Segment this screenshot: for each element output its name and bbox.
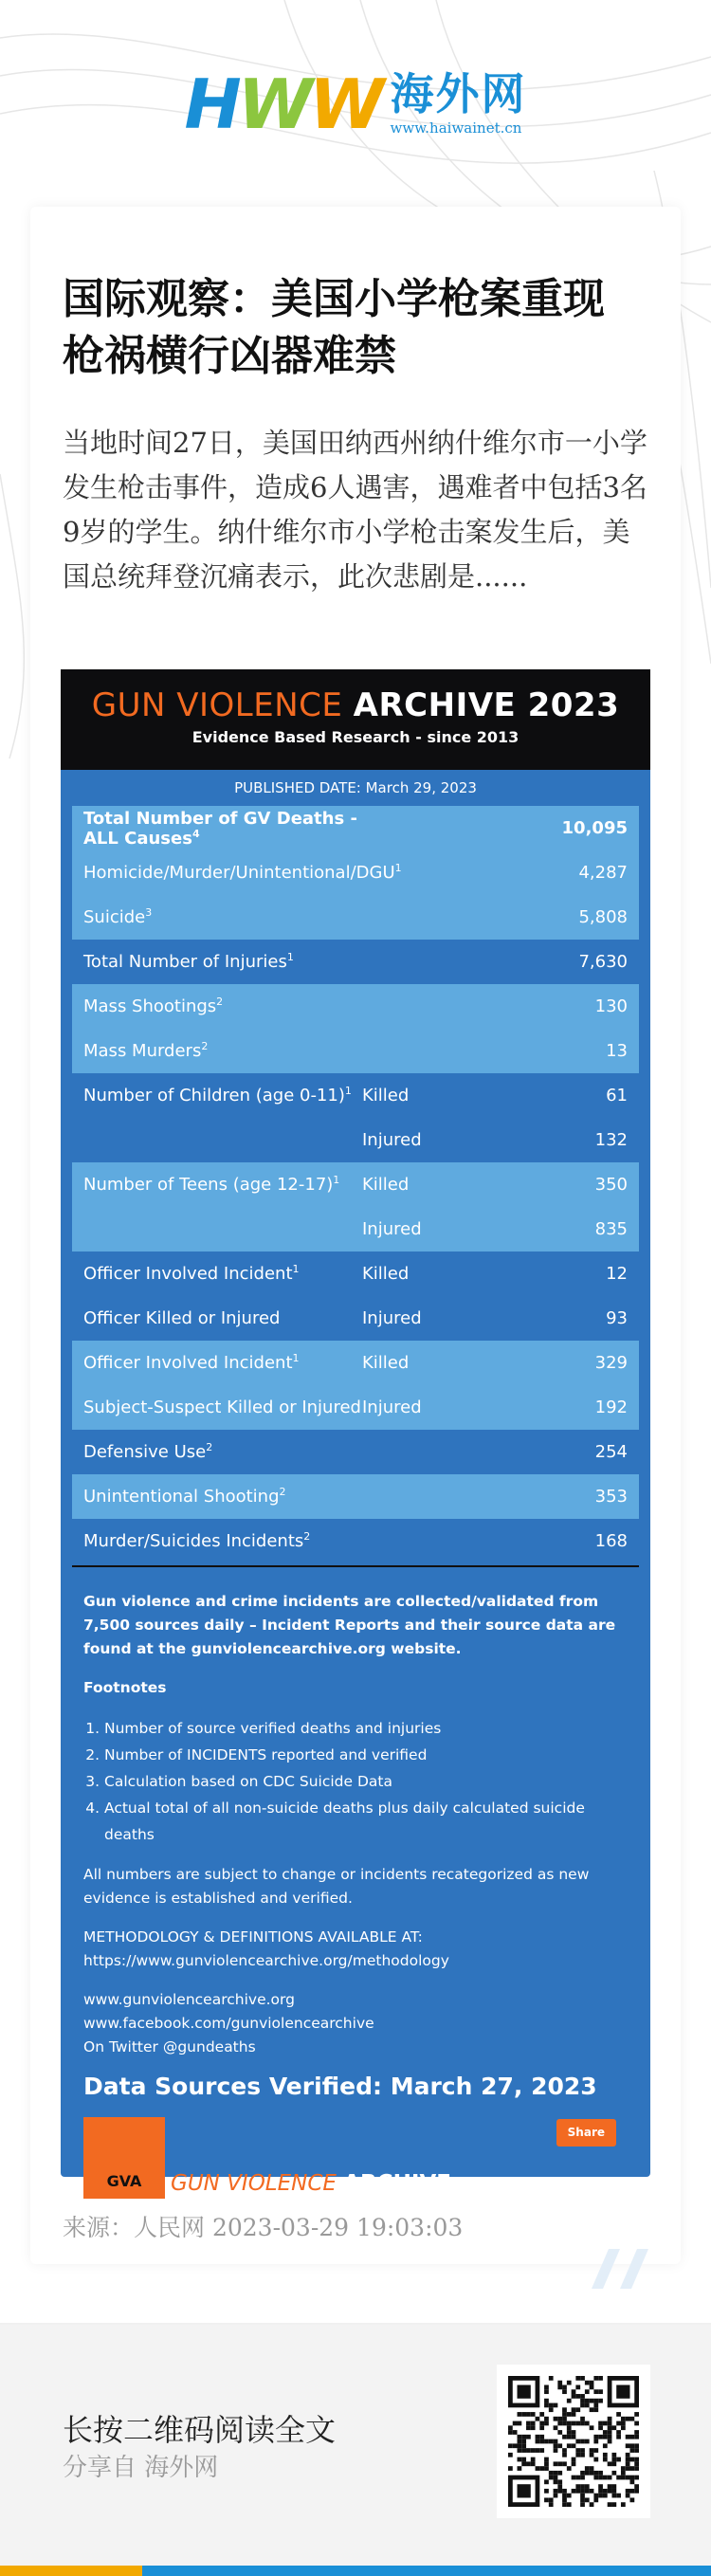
footnote-ref: 2 [303,1530,311,1543]
footnote-ref: 1 [333,1174,340,1186]
share-button[interactable]: Share [556,2119,616,2147]
footnotes-title: Footnotes [83,1679,167,1696]
stats-row-category: Killed [362,1086,410,1105]
stats-row-value: 4,287 [578,863,628,883]
stats-row [72,850,639,895]
stats-row-label [83,996,362,1016]
qr-label: 长按二维码阅读全文 [63,2412,337,2448]
stats-row-category: Killed [362,1175,410,1195]
article-title: 国际观察：美国小学枪案重现 枪祸横行凶器难禁 [63,275,605,380]
stats-row [72,1029,639,1073]
stats-row-label [83,907,362,927]
stats-row-label [83,1308,362,1328]
stats-row [72,1162,639,1207]
stats-row-label [83,1041,362,1061]
stats-row [72,1430,639,1474]
footnote-item: 3. Calculation based on CDC Suicide Data [104,1768,628,1795]
methodology [83,1926,628,1973]
footnote-ref: 1 [344,1085,352,1097]
stats-row-value: 192 [594,1398,628,1417]
footnote-item: 1. Number of source verified deaths and injuries [104,1715,628,1742]
gva-logo-box [83,2117,165,2199]
stats-row-label-text: Total Number of GV Deaths - ALL Causes [83,808,357,849]
stats-row-label [83,952,362,972]
footnote-ref: 1 [292,1352,300,1364]
stats-row-label-text: Defensive Use [83,1442,207,1462]
logo-letters [184,64,381,144]
footnote-ref: 2 [216,996,224,1008]
stats-row [72,984,639,1029]
stats-row-label [83,1264,362,1284]
stats-row-label-text: Homicide/Murder/Unintentional/DGU [83,863,395,883]
footnotes-list [83,1715,628,1848]
stats-row-label [83,1353,362,1373]
stats-row-value: 61 [606,1086,628,1105]
footnote-ref: 3 [145,906,153,919]
stats-table [72,806,639,1563]
logo-text [390,68,527,137]
stats-row-label-text: Mass Murders [83,1041,202,1061]
published-date: PUBLISHED DATE: March 29, 2023 [234,779,477,796]
stats-row-value: 93 [606,1308,628,1328]
stats-row-label-text: Suicide [83,907,146,927]
stats-row-label-text: Total Number of Injuries [83,952,287,972]
link-facebook: www.facebook.com/gunviolencearchive [83,2015,374,2032]
stats-row [72,1519,639,1563]
stats-row-value: 130 [594,996,628,1016]
gva-header [61,669,650,770]
logo-letter-w: W [237,64,310,144]
article-summary: 当地时间27日，美国田纳西州纳什维尔市一小学发生枪击事件，造成6人遇害，遇难者中包括3名9岁的学生。纳什维尔市小学枪击案发生后，美国总统拜登沉痛表示，此次悲剧是...... [63,427,647,593]
article-source: 来源：人民网 2023-03-29 19:03:03 [63,2214,464,2241]
gva-brand-title [61,686,650,724]
footnote-ref: 2 [206,1441,213,1453]
gva-footer-orange: GUN VIOLENCE [171,2171,337,2196]
stats-row-value: 132 [594,1130,628,1150]
qr-share-source: 分享自 海外网 [63,2454,219,2482]
logo-url: www.haiwainet.cn [390,119,522,137]
collected-note: Gun violence and crime incidents are collected/validated from 7,500 sources daily – Incident Reports and their source data are found at the gunviolencearchive.org website. [83,1593,616,1657]
footnote-item: 4. Actual total of all non-suicide deaths plus daily calculated suicide deaths [104,1795,628,1848]
stats-row-label-text: Officer Killed or Injured [83,1308,281,1328]
stats-row-value: 329 [594,1353,628,1373]
gva-copyright: © 2013-2023 [458,2180,536,2193]
stats-row-label [83,809,362,849]
footnote-ref: 1 [286,951,294,963]
stats-row-label-text: Number of Children (age 0-11) [83,1086,345,1105]
stats-row-value: 13 [606,1041,628,1061]
gva-infographic-image[interactable] [61,669,650,2196]
stats-row [72,1296,639,1341]
stats-row-value: 5,808 [578,907,628,927]
stats-row-label-text: Subject-Suspect Killed or Injured [83,1398,361,1417]
stats-row-category: Injured [362,1130,422,1150]
stats-row [72,806,639,850]
stats-row-category: Injured [362,1398,422,1417]
stats-row [72,895,639,940]
stats-row-label-text: Number of Teens (age 12-17) [83,1175,334,1195]
stats-row-value: 254 [594,1442,628,1462]
footnote-item: 2. Number of INCIDENTS reported and verified [104,1742,628,1768]
qr-code-icon [508,2376,639,2507]
gva-footer [83,2117,628,2212]
stats-row-label-text: Officer Involved Incident [83,1353,293,1373]
stats-row-label [83,1531,362,1551]
qr-code[interactable] [497,2365,650,2518]
stats-row-label-text: Murder/Suicides Incidents [83,1531,304,1551]
stats-row-label [83,1487,362,1507]
gva-brand-white: ARCHIVE 2023 [353,686,620,724]
verified-date: Data Sources Verified: March 27, 2023 [83,2073,597,2100]
stats-row [72,1385,639,1430]
notes-section [61,1567,650,2212]
stats-row-label [83,1442,362,1462]
site-header [0,0,711,209]
stats-row [72,1207,639,1251]
link-website: www.gunviolencearchive.org [83,1991,295,2008]
bottom-color-bar [0,2566,711,2576]
links [83,1988,628,2059]
stats-row [72,1251,639,1296]
stats-row [72,1073,639,1118]
gva-footer-brand [171,2172,536,2199]
stats-row-category: Injured [362,1219,422,1239]
stats-row-value: 353 [594,1487,628,1507]
footnote-ref: 4 [191,827,200,840]
methodology-label: METHODOLOGY & DEFINITIONS AVAILABLE AT: [83,1928,423,1946]
stats-row-value: 7,630 [578,952,628,972]
subject-note: All numbers are subject to change or incidents recategorized as new evidence is established and verified. [83,1866,590,1907]
stats-row-label-text: Unintentional Shooting [83,1487,280,1507]
stats-row [72,1474,639,1519]
logo-letter-h: H [184,64,238,144]
footnote-ref: 1 [292,1263,300,1275]
footnote-ref: 1 [394,862,402,874]
gva-footer-white: ARCHIVE [343,2171,451,2196]
stats-row [72,1118,639,1162]
stats-row-value: 835 [594,1219,628,1239]
stats-row-value: 12 [606,1264,628,1284]
logo-letter-w2: W [309,64,381,144]
stats-row-value: 10,095 [561,818,628,838]
slash-decoration-icon [592,2249,654,2289]
stats-row-label-text: Officer Involved Incident [83,1264,293,1284]
stats-row-label [83,863,402,883]
stats-row-label-text: Mass Shootings [83,996,217,1016]
footnote-ref: 2 [201,1040,209,1052]
logo-chinese-name: 海外网 [390,68,527,119]
stats-row-label [83,1398,362,1417]
stats-row-category: Killed [362,1264,410,1284]
link-twitter: On Twitter @gundeaths [83,2038,256,2055]
haiwainet-logo[interactable] [184,64,527,144]
gva-tagline: Evidence Based Research - since 2013 [191,728,520,746]
stats-row-category: Killed [362,1353,410,1373]
stats-row [72,1341,639,1385]
stats-row [72,940,639,984]
stats-row-label [83,1086,362,1105]
stats-row-label [83,1175,362,1195]
footnote-ref: 2 [279,1486,286,1498]
gva-logo-text: GVA [106,2172,142,2190]
methodology-url: https://www.gunviolencearchive.org/methodology [83,1952,449,1969]
stats-row-category: Injured [362,1308,422,1328]
stats-row-value: 350 [594,1175,628,1195]
stats-row-value: 168 [594,1531,628,1551]
gva-brand-orange: GUN VIOLENCE [91,686,343,724]
